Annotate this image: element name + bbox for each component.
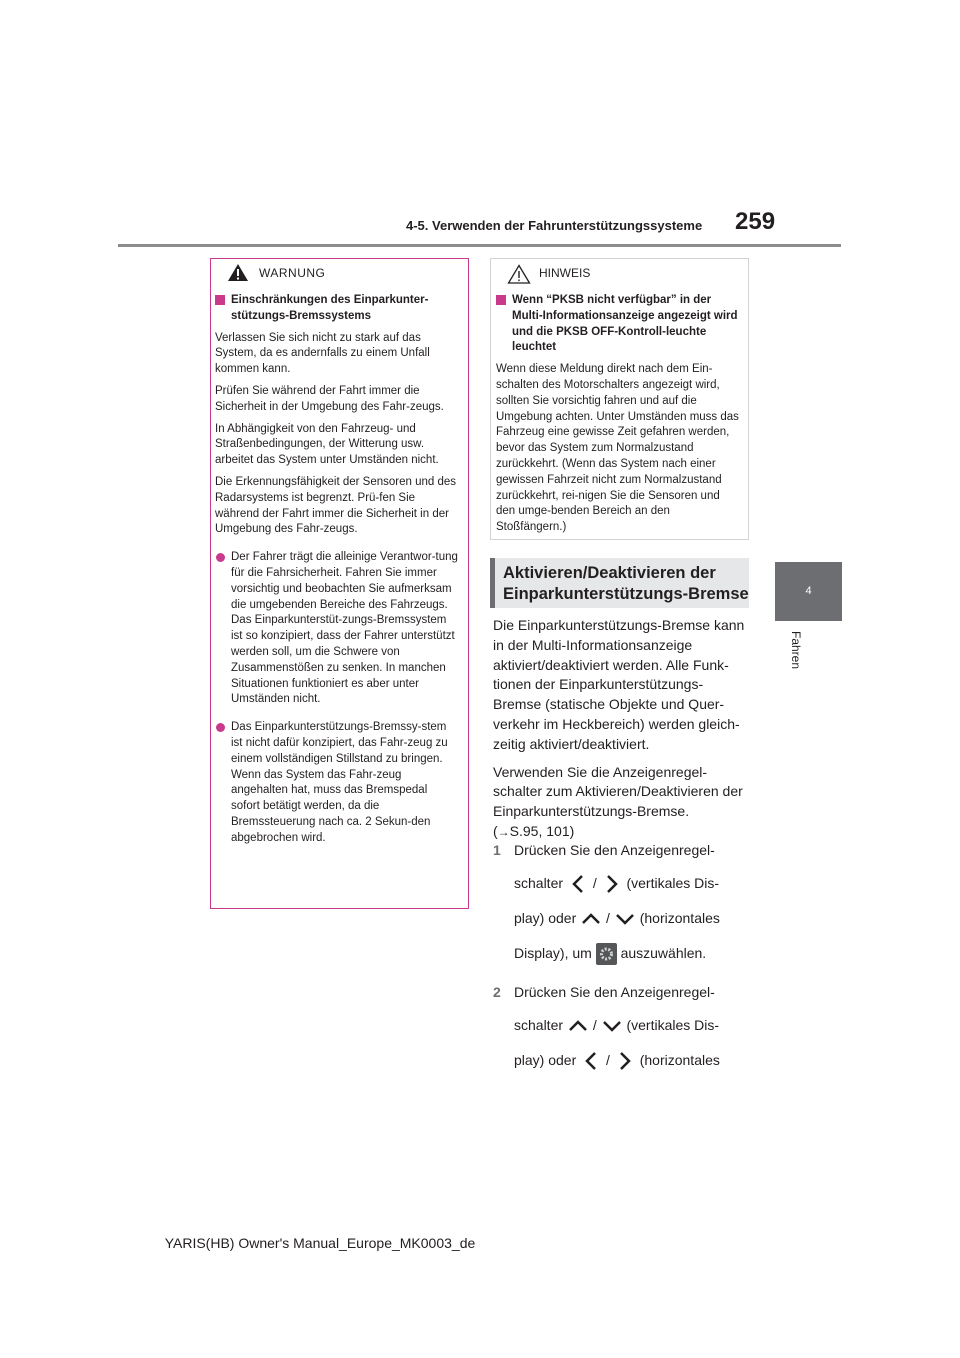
warning-triangle-icon xyxy=(227,263,249,282)
step-number: 1 xyxy=(493,842,501,858)
warning-paragraph: In Abhängigkeit von den Fahrzeug- und Straßenbedingungen, der Witterung usw. arbeitet das System unter Umständen nicht. xyxy=(215,422,439,467)
chapter-name: Fahren xyxy=(789,631,803,670)
section-heading xyxy=(490,558,749,608)
step-line: play) oder / (horizontales xyxy=(514,906,720,930)
square-bullet-icon xyxy=(496,295,506,305)
step-number: 2 xyxy=(493,984,501,1000)
page-number: 259 xyxy=(735,208,776,235)
circle-bullet-icon xyxy=(216,723,225,732)
chevron-right-icon xyxy=(601,873,623,895)
step-line: play) oder / (horizontales xyxy=(514,1048,720,1072)
warning-header xyxy=(211,259,468,285)
note-box xyxy=(490,258,749,540)
step-1 xyxy=(493,842,753,972)
circle-bullet-icon xyxy=(216,553,225,562)
note-heading: Wenn “PKSB nicht verfügbar” in der Multi-Informationsanzeige angezeigt wird und die PKSB OFF-Kontroll-leuchte leuchtet xyxy=(496,293,740,356)
chevron-down-icon xyxy=(614,908,636,930)
body-paragraph: Die Einparkunterstützungs-Bremse kann in der Multi-Informationsanzeige aktiviert/deaktiviert werden. Alle Funk-tionen der Einparkunterstützungs-Bremse (statische Objekte und Quer-verkehr im Heckbereich) werden gleich-zeitig aktiviert/deaktiviert. xyxy=(493,617,745,752)
warning-heading: Einschränkungen des Einparkunter-stützungs-Bremssystems xyxy=(215,293,459,325)
square-bullet-icon xyxy=(215,295,225,305)
chevron-up-icon xyxy=(567,1015,589,1037)
arrow-right-icon: → xyxy=(497,824,510,839)
warning-paragraph: Die Erkennungsfähigkeit der Sensoren und des Radarsystems ist begrenzt. Prü-fen Sie während der Fahrt immer die Sicherheit in der Umgebung des Fahr-zeugs. xyxy=(215,475,457,536)
warning-title: WARNUNG xyxy=(259,266,326,280)
chevron-right-icon xyxy=(614,1050,636,1072)
page-reference: S.95, 101) xyxy=(509,822,575,839)
chevron-down-icon xyxy=(601,1015,623,1037)
warning-paragraph: Verlassen Sie sich nicht zu stark auf das System, da es andernfalls zu einem Unfall kommen kann. xyxy=(215,331,430,376)
step-text: Drücken Sie den Anzeigenregel- xyxy=(514,984,715,1000)
header-divider xyxy=(118,244,841,247)
main-text xyxy=(493,616,751,851)
step-line: schalter / (vertikales Dis- xyxy=(514,1013,719,1037)
section-heading-line: Aktivieren/Deaktivieren der xyxy=(503,564,716,582)
warning-paragraph: Prüfen Sie während der Fahrt immer die Sicherheit in der Umgebung des Fahr-zeugs. xyxy=(215,384,444,413)
chevron-left-icon xyxy=(580,1050,602,1072)
step-line: Display), um auszuwählen. xyxy=(514,941,706,965)
section-header-title: 4-5. Verwenden der Fahrunterstützungssysteme xyxy=(406,218,703,233)
notice-triangle-icon xyxy=(507,264,531,284)
section-heading-line: Einparkunterstützungs-Bremse xyxy=(503,585,749,603)
chevron-left-icon xyxy=(567,873,589,895)
note-header xyxy=(491,259,748,287)
settings-gear-icon xyxy=(596,943,617,965)
step-text: Drücken Sie den Anzeigenregel- xyxy=(514,842,715,858)
chevron-up-icon xyxy=(580,908,602,930)
body-paragraph: Verwenden Sie die Anzeigenregel-schalter zum Aktivieren/Deaktivieren der Einparkunterstützungs-Bremse. (→S.95, 101) xyxy=(493,763,743,839)
warning-box xyxy=(210,258,469,909)
warning-bullet: Der Fahrer trägt die alleinige Verantwor-tung für die Fahrsicherheit. Fahren Sie immer vorsichtig und beobachten Sie aufmerksam die umgebenden Bereiche des Fahrzeugs. Das Einparkunterstüt-zungs-Bremssystem ist so konzipiert, dass der Fahrer unterstützt werden soll, um die Schwere von Zusammenstößen zu senken. In manchen Situationen funktioniert es aber unter Umständen nicht. xyxy=(215,550,459,708)
step-line: schalter / (vertikales Dis- xyxy=(514,871,719,895)
warning-bullet: Das Einparkunterstützungs-Bremssy-stem ist nicht dafür konzipiert, das Fahr-zeug zu einem vollständigen Stillstand zu bringen. Wenn das System das Fahr-zeug angehalten hat, muss das Bremspedal sofort betätigt werden, da die Bremssteuerung nach ca. 2 Sekun-den abgebrochen wird. xyxy=(215,720,459,846)
footer-manual-id: YARIS(HB) Owner's Manual_Europe_MK0003_de xyxy=(164,1235,476,1251)
note-text: Wenn diese Meldung direkt nach dem Ein-schalten des Motorschalters angezeigt wird, sollten Sie vorsichtig fahren und auf die Umgebung achten. Unter Umständen muss das Fahrzeug eine gewisse Zeit gefahren werden, bevor das System zum Normalzustand zurückkehrt. (Wenn das System nach einer gewissen Fahrzeit nicht zum Normalzustand zurückkehrt, rei-nigen Sie die Sensoren und den umge-benden Bereich an den Stoßfängern.) xyxy=(496,363,739,534)
note-title: HINWEIS xyxy=(539,266,591,280)
chapter-tab: 4 xyxy=(775,562,842,621)
step-2 xyxy=(493,984,753,1084)
